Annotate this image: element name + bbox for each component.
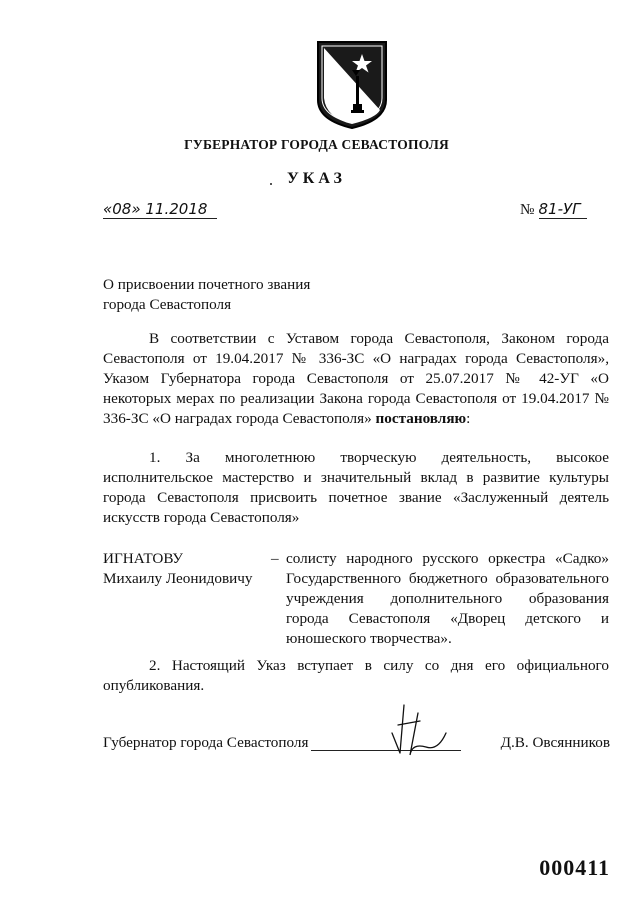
preamble-text: В соответствии с Уставом города Севастополя, Законом города Севастополя от 19.04.2017 № 336-ЗС «О наградах города Севастополя», Указом Губернатора города Севастополя от 25.07.2017 № 42-УГ «О некоторых мерах по реализации Закона города Севастополя от 19.04.2017 № 336-ЗС «О наградах города Севастополя» <box>103 330 609 427</box>
signatory-name: Д.В. Овсянников <box>500 734 610 751</box>
item-1-paragraph: 1. За многолетнюю творческую деятельность, высокое исполнительское мастерство и значительный вклад в развитие культуры города Севастополя присвоить почетное звание «Заслуженный деятель искусств города Севастополя» <box>103 449 609 526</box>
awardee-surname: ИГНАТОВУ <box>103 550 184 567</box>
document-type-title: УКАЗ <box>287 170 346 187</box>
awardee-name <box>103 549 273 589</box>
subject-line-2: города Севастополя <box>103 296 232 313</box>
awardee-description: солисту народного русского оркестра «Садко» Государственного бюджетного образовательного учреждения дополнительного образования города Севастополя «Дворец детского и юношеского творчества». <box>286 550 609 647</box>
decree-date: «08» 11.2018 <box>103 200 217 219</box>
signatory-position: Губернатор города Севастополя <box>103 734 309 751</box>
preamble-paragraph <box>103 329 609 429</box>
decree-number <box>520 200 592 218</box>
subject-line-1: О присвоении почетного звания <box>103 276 311 293</box>
number-value: 81-УГ <box>539 200 587 219</box>
registration-number: 000411 <box>539 855 610 880</box>
issuing-authority: ГУБЕРНАТОР ГОРОДА СЕВАСТОПОЛЯ <box>184 137 449 152</box>
coat-of-arms-emblem <box>316 40 388 130</box>
handwritten-signature <box>360 703 450 758</box>
preamble-keyword: постановляю <box>375 410 467 427</box>
number-sign: № <box>520 201 535 218</box>
awardee-dash: – <box>271 550 279 567</box>
decree-subject <box>103 275 403 315</box>
preamble-colon: : <box>466 410 471 427</box>
item-2-paragraph: 2. Настоящий Указ вступает в силу со дня его официального опубликования. <box>103 657 609 694</box>
awardee-given-name: Михаилу Леонидовичу <box>103 570 253 587</box>
